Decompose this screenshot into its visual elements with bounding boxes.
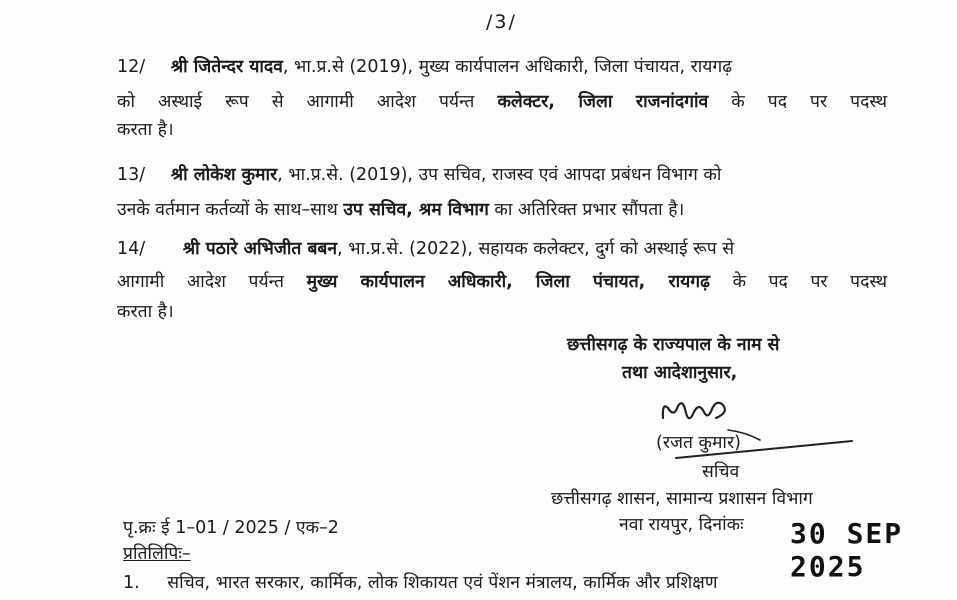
officer-name: श्री जितेन्दर यादव [170,57,283,77]
place-date-label: नवा रायपुर, दिनांकः [619,515,744,535]
date-stamp: 30 SEP 2025 [790,517,904,583]
posting-title: कलेक्टर, जिला राजनांदगांव [497,92,709,112]
page-number: /3/ [486,11,517,33]
posting-title: उप सचिव, श्रम विभाग [343,200,489,220]
item-text: को अस्थाई रूप से आगामी आदेश पर्यन्त [117,92,498,112]
signatory-name: (रजत कुमार) [656,433,741,453]
officer-name: श्री पठारे अभिजीत बबन [182,239,338,259]
item-text: आगामी आदेश पर्यन्त [117,272,307,292]
copy-list-item [123,571,717,595]
item-text: के पद पर पदस्थ [710,272,887,292]
item-text: उनके वर्तमान कर्तव्यों के साथ–साथ [117,200,344,220]
item-number: 12/ [117,57,146,77]
closing-line: तथा आदेशानुसार, [622,363,738,383]
item-number: 13/ [117,165,146,185]
item-text: , भा.प्र.से (2019), मुख्य कार्यपालन अधिकारी, जिला पंचायत, रायगढ़ [282,57,733,77]
item-text: का अतिरिक्त प्रभार सौंपता है। [488,200,685,220]
item-text: , भा.प्र.से. (2019), उप सचिव, राजस्व एवं आपदा प्रबंधन विभाग को [277,165,722,185]
signatory-title: सचिव [702,462,740,482]
copy-heading: प्रतिलिपिः– [123,544,191,564]
reference-number: पृ.क्रः ई 1–01 / 2025 / एक–2 [123,518,339,538]
posting-title: मुख्य कार्यपालन अधिकारी, जिला पंचायत, रायगढ़ [306,272,710,292]
item-number: 14/ [117,239,146,259]
item-text: , भा.प्र.से. (2022), सहायक कलेक्टर, दुर्ग को अस्थाई रूप से [337,239,735,259]
item-text: करता है। [117,120,174,140]
item-text: करता है। [117,302,174,322]
officer-name: श्री लोकेश कुमार [170,165,278,185]
item-text: के पद पर पदस्थ [708,92,887,112]
copy-item-text: सचिव, भारत सरकार, कार्मिक, लोक शिकायत एवं पेंशन मंत्रालय, कार्मिक और प्रशिक्षण [167,573,718,593]
copy-item-number: 1. [123,573,140,593]
closing-line: छत्तीसगढ़ के राज्यपाल के नाम से [567,335,780,355]
signatory-department: छत्तीसगढ़ शासन, सामान्य प्रशासन विभाग [551,489,813,509]
